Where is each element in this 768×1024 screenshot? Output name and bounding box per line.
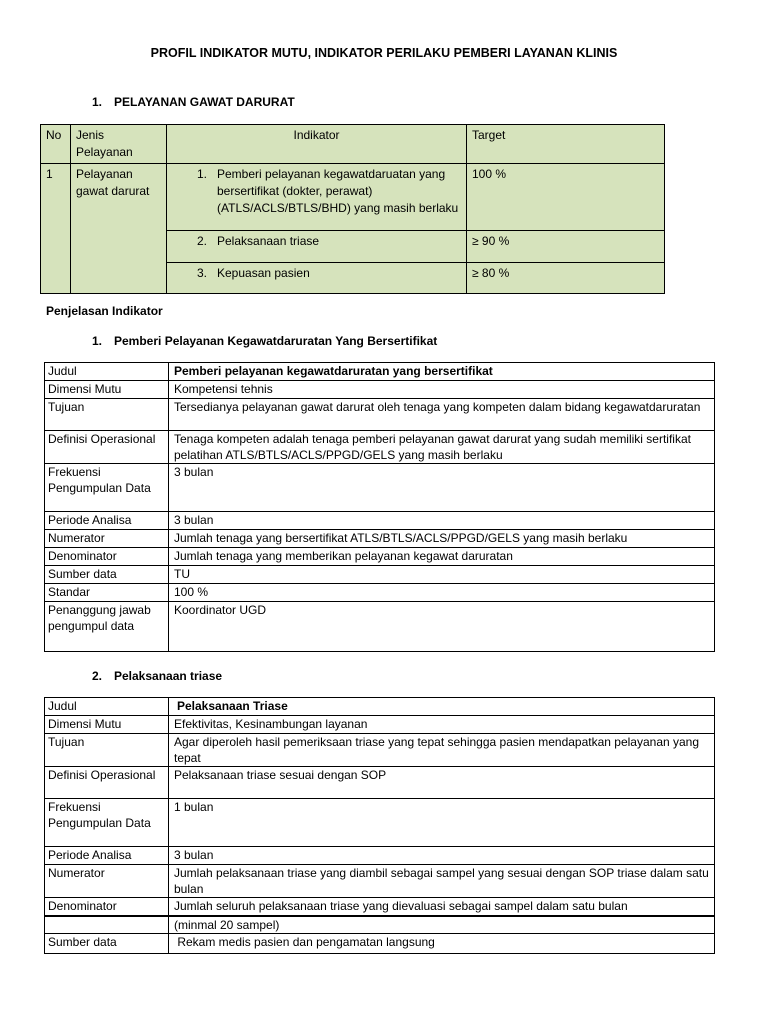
row-value: Jumlah seluruh pelaksanaan triase yang dievaluasi sebagai sampel dalam satu bulan bbox=[169, 898, 715, 916]
table-row bbox=[45, 898, 715, 916]
row-key: Denominator bbox=[45, 548, 169, 566]
header-no: No bbox=[41, 125, 71, 164]
target-cell: ≥ 80 % bbox=[467, 263, 665, 294]
table-row bbox=[45, 602, 715, 652]
indicator-number: 3. bbox=[197, 266, 208, 280]
row-value: Tersedianya pelayanan gawat darurat oleh tenaga yang kompeten dalam bidang kegawatdaruratan bbox=[169, 399, 715, 431]
header-indikator: Indikator bbox=[167, 125, 467, 164]
profile2-table bbox=[44, 697, 715, 954]
penjelasan-heading: Penjelasan Indikator bbox=[46, 304, 163, 318]
page-title: PROFIL INDIKATOR MUTU, INDIKATOR PERILAKU PEMBERI LAYANAN KLINIS bbox=[150, 46, 618, 60]
row-value: Koordinator UGD bbox=[169, 602, 715, 652]
profile1-heading bbox=[92, 334, 437, 348]
table-row bbox=[45, 584, 715, 602]
profile1-heading-number: 1. bbox=[92, 334, 103, 348]
row-key: Tujuan bbox=[45, 399, 169, 431]
row-key: Numerator bbox=[45, 865, 169, 898]
table-row bbox=[45, 548, 715, 566]
header-jenis: Jenis Pelayanan bbox=[71, 125, 167, 164]
profile1-table bbox=[44, 362, 715, 652]
row-value: Agar diperoleh hasil pemeriksaan triase yang tepat sehingga pasien mendapatkan pelayanan yang tepat bbox=[169, 734, 715, 767]
row-value: 3 bulan bbox=[169, 512, 715, 530]
row-value: 3 bulan bbox=[169, 464, 715, 512]
table-row bbox=[45, 799, 715, 847]
row-key: Judul bbox=[45, 698, 169, 716]
row-key: Numerator bbox=[45, 530, 169, 548]
row-value: Jumlah tenaga yang memberikan pelayanan kegawat daruratan bbox=[169, 548, 715, 566]
profile2-heading bbox=[92, 669, 222, 683]
profile1-heading-text: Pemberi Pelayanan Kegawatdaruratan Yang Bersertifikat bbox=[114, 334, 438, 348]
indicator-cell bbox=[167, 231, 467, 263]
table-row bbox=[45, 698, 715, 716]
row-key: Periode Analisa bbox=[45, 512, 169, 530]
table-row bbox=[41, 164, 665, 231]
indicator-number: 2. bbox=[197, 234, 208, 248]
row-value: 1 bulan bbox=[169, 799, 715, 847]
table-row bbox=[45, 464, 715, 512]
row-value: Jumlah pelaksanaan triase yang diambil sebagai sampel yang sesuai dengan SOP triase dalam satu bulan bbox=[169, 865, 715, 898]
row-key: Denominator bbox=[45, 898, 169, 916]
table-row bbox=[45, 916, 715, 934]
row-value: 3 bulan bbox=[169, 847, 715, 865]
table-row bbox=[45, 512, 715, 530]
row-value: Efektivitas, Kesinambungan layanan bbox=[169, 716, 715, 734]
table-row bbox=[45, 767, 715, 799]
table-row bbox=[45, 381, 715, 399]
table-row bbox=[45, 716, 715, 734]
indicator-number: 1. bbox=[197, 167, 208, 181]
table-row bbox=[45, 363, 715, 381]
table-row bbox=[45, 530, 715, 548]
row-key: Dimensi Mutu bbox=[45, 381, 169, 399]
table-row bbox=[45, 847, 715, 865]
row-key: Periode Analisa bbox=[45, 847, 169, 865]
indicator-summary-table bbox=[40, 124, 665, 294]
indicator-cell bbox=[167, 164, 467, 231]
row-value: 100 % bbox=[169, 584, 715, 602]
header-target: Target bbox=[467, 125, 665, 164]
row-key: Judul bbox=[45, 363, 169, 381]
row-key: Tujuan bbox=[45, 734, 169, 767]
row-key: Definisi Operasional bbox=[45, 767, 169, 799]
row-value: Kompetensi tehnis bbox=[169, 381, 715, 399]
row-no: 1 bbox=[41, 164, 71, 294]
section-number: 1. bbox=[92, 95, 103, 109]
table-row bbox=[45, 734, 715, 767]
table-row bbox=[45, 431, 715, 464]
row-key: Definisi Operasional bbox=[45, 431, 169, 464]
target-cell: ≥ 90 % bbox=[467, 231, 665, 263]
row-key: Standar bbox=[45, 584, 169, 602]
row-key bbox=[45, 916, 169, 934]
row-value: (minmal 20 sampel) bbox=[169, 916, 715, 934]
row-value: Pelaksanaan triase sesuai dengan SOP bbox=[169, 767, 715, 799]
profile2-heading-number: 2. bbox=[92, 669, 103, 683]
row-key: Dimensi Mutu bbox=[45, 716, 169, 734]
table-row bbox=[45, 865, 715, 898]
row-value: Pemberi pelayanan kegawatdaruratan yang bersertifikat bbox=[169, 363, 715, 381]
row-key: Sumber data bbox=[45, 566, 169, 584]
table-header-row bbox=[41, 125, 665, 164]
profile2-heading-text: Pelaksanaan triase bbox=[114, 669, 223, 683]
row-value: Jumlah tenaga yang bersertifikat ATLS/BTLS/ACLS/PPGD/GELS yang masih berlaku bbox=[169, 530, 715, 548]
indicator-text: Pemberi pelayanan kegawatdaruatan yang bersertifikat (dokter, perawat) (ATLS/ACLS/BTLS/BHD) yang masih berlaku bbox=[217, 167, 459, 215]
table-row bbox=[45, 399, 715, 431]
target-cell: 100 % bbox=[467, 164, 665, 231]
row-key: Penanggung jawab pengumpul data bbox=[45, 602, 169, 652]
row-value: Pelaksanaan Triase bbox=[169, 698, 715, 716]
indicator-cell bbox=[167, 263, 467, 294]
row-key: Frekuensi Pengumpulan Data bbox=[45, 799, 169, 847]
row-key: Frekuensi Pengumpulan Data bbox=[45, 464, 169, 512]
indicator-text: Pelaksanaan triase bbox=[217, 234, 320, 248]
row-key: Sumber data bbox=[45, 934, 169, 954]
row-value: Tenaga kompeten adalah tenaga pemberi pelayanan gawat darurat yang sudah memiliki sertifikat pelatihan ATLS/BTLS/ACLS/PPGD/GELS yang masih berlaku bbox=[169, 431, 715, 464]
section-heading bbox=[92, 95, 295, 109]
section-label: PELAYANAN GAWAT DARURAT bbox=[114, 95, 295, 109]
row-value: TU bbox=[169, 566, 715, 584]
row-value: Rekam medis pasien dan pengamatan langsung bbox=[169, 934, 715, 954]
indicator-text: Kepuasan pasien bbox=[217, 266, 310, 280]
table-row bbox=[45, 934, 715, 954]
row-jenis: Pelayanan gawat darurat bbox=[71, 164, 167, 294]
table-row bbox=[45, 566, 715, 584]
